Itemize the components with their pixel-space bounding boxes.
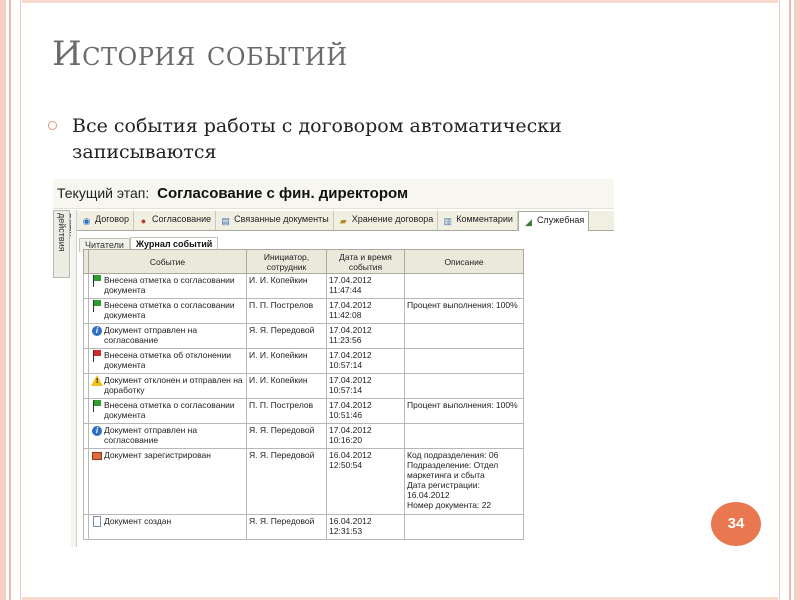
tab-5[interactable] — [518, 211, 589, 231]
bullet-item — [48, 113, 608, 165]
table-row[interactable] — [84, 374, 524, 399]
page-number-badge: 34 — [711, 502, 761, 546]
table-header-row — [84, 250, 524, 274]
service-icon: ◢ — [524, 217, 532, 227]
left-decor-line — [9, 0, 11, 600]
sub-tabs — [79, 233, 218, 248]
event-text: Внесена отметка об отклонении документа — [104, 350, 232, 370]
event-text: Документ отправлен на согласование — [104, 325, 198, 345]
slide-right-edge — [779, 0, 780, 600]
event-text: Документ отправлен на согласование — [104, 425, 198, 445]
cell-initiator: И. И. Копейкин — [247, 374, 327, 399]
storage-icon: ▰ — [339, 216, 347, 226]
warning-icon: ! — [91, 375, 103, 387]
cell-datetime: 16.04.2012 12:50:54 — [327, 449, 405, 515]
comments-icon: ▥ — [443, 216, 452, 226]
header-description[interactable]: Описание — [405, 250, 524, 274]
cell-description — [405, 515, 524, 540]
tab-label: Согласование — [151, 214, 212, 224]
linked-docs-icon: ▤ — [221, 216, 230, 226]
cell-description — [405, 324, 524, 349]
bullet-circle-icon — [48, 121, 57, 130]
left-decor-strip — [0, 0, 6, 600]
header-event[interactable]: Событие — [89, 250, 247, 274]
document-icon — [91, 516, 103, 528]
cell-event — [89, 424, 247, 449]
header-initiator[interactable]: Инициатор, сотрудник — [247, 250, 327, 274]
table-row[interactable] — [84, 399, 524, 424]
cell-event — [89, 349, 247, 374]
subtab-event-log[interactable]: Журнал событий — [130, 237, 218, 252]
cell-description — [405, 349, 524, 374]
slide-left-edge — [20, 0, 21, 600]
right-decor-line — [789, 0, 791, 600]
event-log-table — [83, 249, 524, 540]
slide-title: История событий — [52, 34, 348, 74]
cell-initiator: П. П. Пострелов — [247, 399, 327, 424]
cell-description — [405, 374, 524, 399]
tab-label: Хранение договора — [351, 214, 434, 224]
current-stage-bar — [53, 179, 614, 209]
table-row[interactable] — [84, 324, 524, 349]
cell-datetime: 17.04.2012 10:51:46 — [327, 399, 405, 424]
green-flag-icon — [91, 300, 103, 312]
event-text: Документ создан — [104, 516, 172, 526]
cell-datetime: 17.04.2012 10:57:14 — [327, 349, 405, 374]
cell-event — [89, 449, 247, 515]
header-datetime[interactable]: Дата и время события — [327, 250, 405, 274]
tab-label: Связанные документы — [234, 214, 329, 224]
tab-1[interactable] — [134, 211, 216, 230]
info-icon: i — [91, 425, 103, 437]
tab-label: Договор — [95, 214, 129, 224]
cell-initiator: И. И. Копейкин — [247, 349, 327, 374]
cell-description — [405, 424, 524, 449]
table-row[interactable] — [84, 349, 524, 374]
app-screenshot — [53, 179, 614, 547]
tab-label: Комментарии — [456, 214, 513, 224]
table-row[interactable] — [84, 299, 524, 324]
cell-datetime: 17.04.2012 10:57:14 — [327, 374, 405, 399]
tab-2[interactable] — [216, 211, 334, 230]
cell-initiator: Я. Я. Передовой — [247, 424, 327, 449]
stage-value: Согласование с фин. директором — [157, 185, 409, 202]
bullet-text: Все события работы с договором автоматически записываются — [72, 115, 562, 163]
register-icon — [91, 450, 103, 462]
cell-event — [89, 274, 247, 299]
event-text: Внесена отметка о согласовании документа — [104, 300, 235, 320]
event-text: Внесена отметка о согласовании документа — [104, 275, 235, 295]
table-row[interactable] — [84, 515, 524, 540]
event-text: Внесена отметка о согласовании документа — [104, 400, 235, 420]
table-row[interactable] — [84, 274, 524, 299]
cell-initiator: Я. Я. Передовой — [247, 449, 327, 515]
cell-datetime: 17.04.2012 11:47:44 — [327, 274, 405, 299]
approval-icon: ● — [140, 216, 147, 226]
event-text: Документ отклонен и отправлен на доработку — [104, 375, 243, 395]
cell-initiator: П. П. Пострелов — [247, 299, 327, 324]
red-flag-icon — [91, 350, 103, 362]
cell-description — [405, 274, 524, 299]
cell-event — [89, 399, 247, 424]
cell-initiator: Я. Я. Передовой — [247, 324, 327, 349]
cell-event — [89, 324, 247, 349]
event-text: Документ зарегистрирован — [104, 450, 211, 460]
green-flag-icon — [91, 275, 103, 287]
cell-datetime: 17.04.2012 10:16:20 — [327, 424, 405, 449]
tab-0[interactable] — [77, 211, 134, 230]
table-row[interactable] — [84, 424, 524, 449]
side-actions-label: действия — [57, 213, 67, 252]
subtab-readers[interactable]: Читатели — [79, 238, 130, 252]
info-icon: i — [91, 325, 103, 337]
cell-event — [89, 299, 247, 324]
cell-datetime: 17.04.2012 11:23:56 — [327, 324, 405, 349]
cell-description: Процент выполнения: 100% — [405, 299, 524, 324]
tab-label: Служебная — [536, 215, 585, 225]
cell-initiator: И. И. Копейкин — [247, 274, 327, 299]
cell-description: Код подразделения: 06 Подразделение: Отдел маркетинга и сбыта Дата регистрации: 16.04.2012 Номер документа: 22 — [405, 449, 524, 515]
contract-icon: ◉ — [82, 216, 91, 226]
cell-datetime: 17.04.2012 11:42:08 — [327, 299, 405, 324]
right-decor-strip — [794, 0, 800, 600]
stage-label: Текущий этап: — [57, 185, 150, 201]
side-actions-tab[interactable] — [53, 210, 70, 278]
cell-datetime: 16.04.2012 12:31:53 — [327, 515, 405, 540]
side-panel-edge — [71, 210, 77, 547]
cell-description: Процент выполнения: 100% — [405, 399, 524, 424]
tab-3[interactable] — [334, 211, 439, 230]
cell-event — [89, 374, 247, 399]
green-flag-icon — [91, 400, 103, 412]
main-tabs — [77, 211, 614, 231]
slide-top-border — [22, 0, 778, 3]
table-row[interactable] — [84, 449, 524, 515]
cell-initiator: Я. Я. Передовой — [247, 515, 327, 540]
cell-event — [89, 515, 247, 540]
tab-4[interactable] — [438, 211, 518, 230]
